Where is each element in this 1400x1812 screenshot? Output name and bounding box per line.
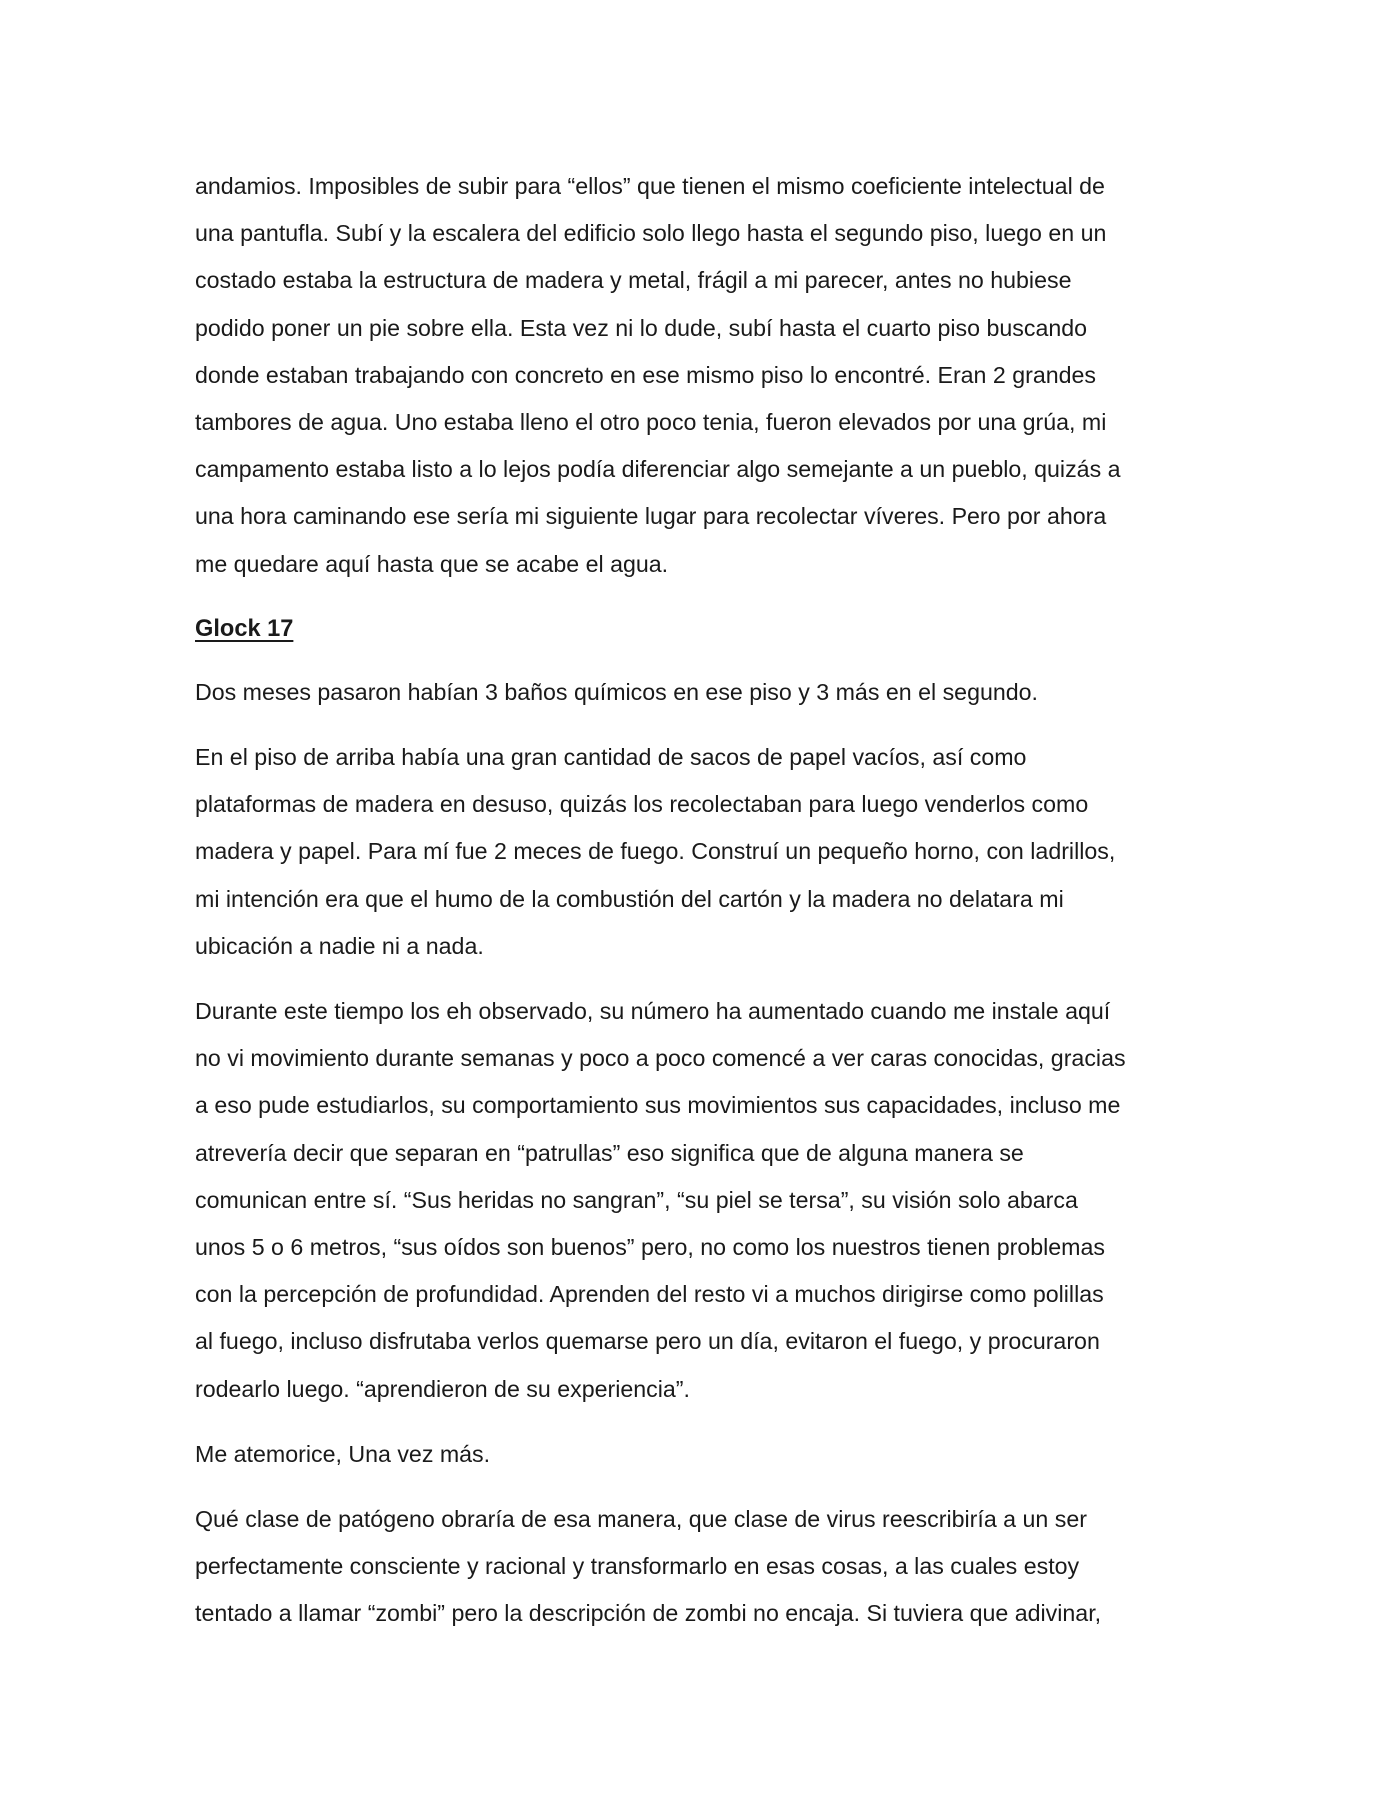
text-line: Qué clase de patógeno obraría de esa manera, que clase de virus reescribiría a un ser: [195, 1506, 1087, 1533]
paragraph-dos-meses: [195, 669, 1215, 716]
text-line: Durante este tiempo los eh observado, su número ha aumentado cuando me instale aquí: [195, 998, 1111, 1025]
text-line: ubicación a nadie ni a nada.: [195, 932, 484, 959]
text-line: con la percepción de profundidad. Aprenden del resto vi a muchos dirigirse como polillas: [195, 1281, 1104, 1308]
text-line: perfectamente consciente y racional y transformarlo en esas cosas, a las cuales estoy: [195, 1553, 1080, 1580]
text-line: no vi movimiento durante semanas y poco a poco comencé a ver caras conocidas, gracias: [195, 1045, 1126, 1072]
paragraph-que-clase: [195, 1496, 1215, 1638]
text-line: al fuego, incluso disfrutaba verlos quemarse pero un día, evitaron el fuego, y procuraron: [195, 1328, 1100, 1355]
paragraph-durante: [195, 988, 1215, 1413]
section-heading: Glock 17: [195, 615, 294, 642]
text-line: Dos meses pasaron habían 3 baños químicos en ese piso y 3 más en el segundo.: [195, 678, 1038, 705]
paragraph-piso-arriba: [195, 734, 1215, 970]
text-line: me quedare aquí hasta que se acabe el agua.: [195, 550, 669, 577]
text-line: a eso pude estudiarlos, su comportamiento sus movimientos sus capacidades, incluso me: [195, 1092, 1121, 1119]
text-line: tambores de agua. Uno estaba lleno el otro poco tenia, fueron elevados por una grúa, mi: [195, 409, 1107, 436]
text-line: podido poner un pie sobre ella. Esta vez ni lo dude, subí hasta el cuarto piso buscando: [195, 314, 1088, 341]
text-line: donde estaban trabajando con concreto en ese mismo piso lo encontré. Eran 2 grandes: [195, 361, 1097, 388]
text-line: atrevería decir que separan en “patrullas” eso significa que de alguna manera se: [195, 1139, 1024, 1166]
text-line: plataformas de madera en desuso, quizás los recolectaban para luego venderlos como: [195, 791, 1089, 818]
text-line: andamios. Imposibles de subir para “ellos” que tienen el mismo coeficiente intelectual de: [195, 173, 1105, 199]
paragraph-andamios: [195, 163, 1215, 588]
text-line: madera y papel. Para mí fue 2 meces de fuego. Construí un pequeño horno, con ladrillos,: [195, 838, 1116, 865]
page-body: [195, 163, 1215, 1656]
text-line: una hora caminando ese sería mi siguiente lugar para recolectar víveres. Pero por ahora: [195, 503, 1107, 530]
text-line: En el piso de arriba había una gran cantidad de sacos de papel vacíos, así como: [195, 744, 1027, 771]
text-line: unos 5 o 6 metros, “sus oídos son buenos” pero, no como los nuestros tienen problemas: [195, 1234, 1105, 1261]
text-line: costado estaba la estructura de madera y metal, frágil a mi parecer, antes no hubiese: [195, 267, 1072, 294]
text-line: tentado a llamar “zombi” pero la descripción de zombi no encaja. Si tuviera que adivinar,: [195, 1600, 1102, 1627]
text-line: campamento estaba listo a lo lejos podía diferenciar algo semejante a un pueblo, quizás a: [195, 456, 1121, 483]
text-line: Me atemorice, Una vez más.: [195, 1440, 491, 1467]
paragraph-me-atemorice: [195, 1431, 1215, 1478]
text-line: una pantufla. Subí y la escalera del edificio solo llego hasta el segundo piso, luego en un: [195, 220, 1107, 247]
text-line: comunican entre sí. “Sus heridas no sangran”, “su piel se tersa”, su visión solo abarca: [195, 1186, 1078, 1213]
text-line: rodearlo luego. “aprendieron de su experiencia”.: [195, 1375, 690, 1402]
text-line: mi intención era que el humo de la combustión del cartón y la madera no delatara mi: [195, 885, 1064, 912]
